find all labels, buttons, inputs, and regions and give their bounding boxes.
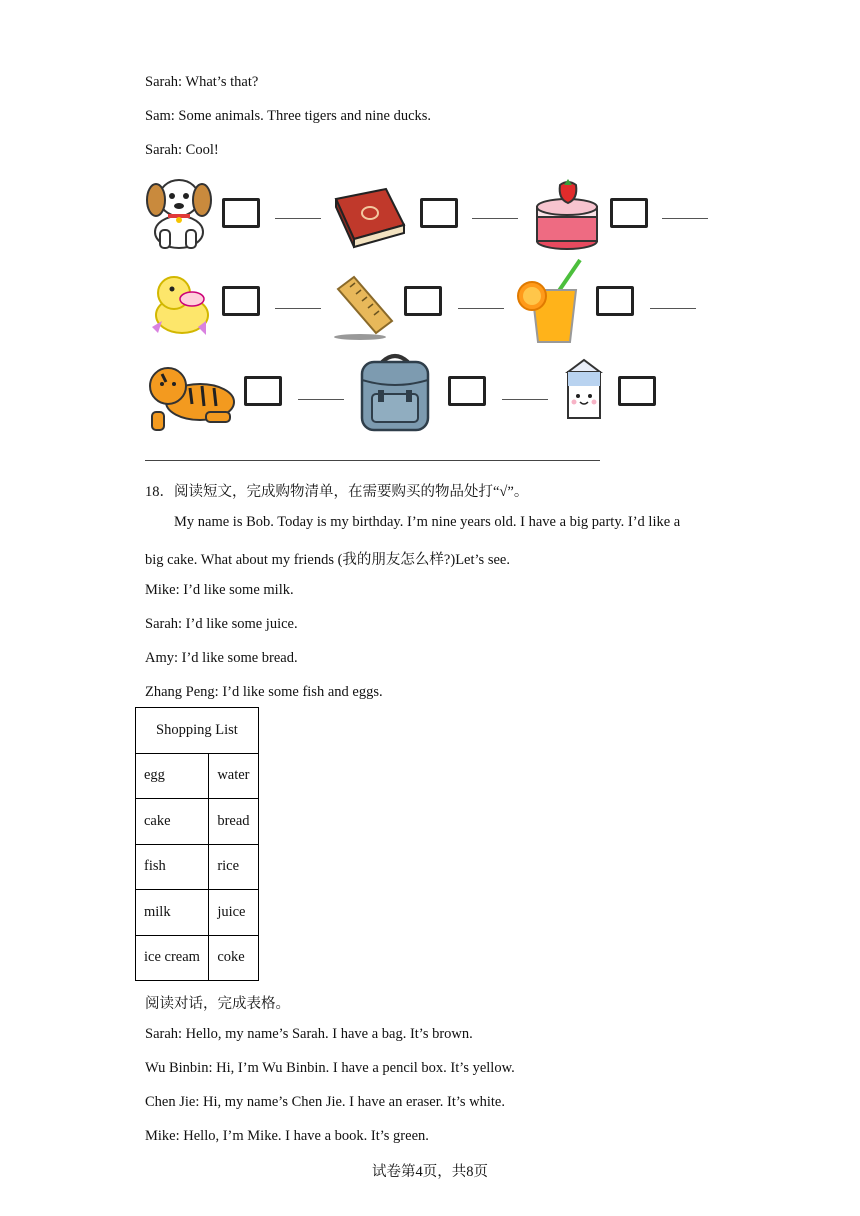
page-footer: 试卷第4页，共8页 — [372, 1164, 488, 1180]
ruler-image — [330, 266, 396, 346]
picture-row — [140, 170, 720, 260]
picture-row — [140, 258, 720, 348]
table-row — [136, 753, 259, 799]
answer-box[interactable] — [404, 286, 442, 316]
answer-blank[interactable] — [502, 399, 548, 400]
answer-box[interactable] — [222, 198, 260, 228]
shopping-list-table — [135, 707, 259, 981]
table-cell[interactable]: fish — [136, 844, 209, 890]
table-title: Shopping List — [136, 708, 259, 754]
answer-blank[interactable] — [458, 308, 504, 309]
juice-image — [514, 258, 586, 346]
dialogue-line: Chen Jie: Hi, my name’s Chen Jie. I have an eraser. It’s white. — [145, 1094, 505, 1110]
answer-blank[interactable] — [662, 218, 708, 219]
dialogue-line: Mike: Hello, I’m Mike. I have a book. It’s green. — [145, 1128, 429, 1144]
table-row — [136, 935, 259, 981]
paragraph-line: My name is Bob. Today is my birthday. I’m nine years old. I have a big party. I’d like a — [174, 514, 681, 530]
table-cell[interactable]: rice — [209, 844, 258, 890]
milk-image — [560, 358, 608, 422]
table-cell[interactable]: coke — [209, 935, 258, 981]
dialogue-line: Sarah: I’d like some juice. — [145, 616, 298, 632]
dialogue-line: Zhang Peng: I’d like some fish and eggs. — [145, 684, 383, 700]
duck-image — [142, 266, 216, 346]
picture-row — [140, 350, 720, 440]
dialogue-line: Mike: I’d like some milk. — [145, 582, 294, 598]
paragraph-line: big cake. What about my friends (我的朋友怎么样?)Let’s see. — [145, 552, 510, 568]
answer-blank[interactable] — [275, 218, 321, 219]
book-image — [330, 176, 408, 256]
table-cell[interactable]: juice — [209, 890, 258, 936]
table-row — [136, 799, 259, 845]
dog-image — [142, 170, 216, 250]
answer-blank[interactable] — [650, 308, 696, 309]
table-cell[interactable]: cake — [136, 799, 209, 845]
dialogue-line: Sarah: What’s that? — [145, 74, 259, 90]
table-cell[interactable]: milk — [136, 890, 209, 936]
table-row — [136, 844, 259, 890]
answer-box[interactable] — [222, 286, 260, 316]
answer-box[interactable] — [420, 198, 458, 228]
dialogue-line: Sarah: Cool! — [145, 142, 219, 158]
tiger-image — [144, 354, 238, 434]
dialogue-line: Sarah: Hello, my name’s Sarah. I have a bag. It’s brown. — [145, 1026, 473, 1042]
bag-image — [354, 350, 436, 434]
dialogue-line: Sam: Some animals. Three tigers and nine ducks. — [145, 108, 432, 124]
answer-blank[interactable] — [275, 308, 321, 309]
table-row — [136, 890, 259, 936]
answer-box[interactable] — [596, 286, 634, 316]
answer-box[interactable] — [618, 376, 656, 406]
section-instruction: 阅读对话，完成表格。 — [145, 996, 290, 1012]
answer-box[interactable] — [610, 198, 648, 228]
table-cell[interactable]: egg — [136, 753, 209, 799]
answer-blank[interactable] — [472, 218, 518, 219]
answer-blank[interactable] — [298, 399, 344, 400]
answer-box[interactable] — [244, 376, 282, 406]
answer-box[interactable] — [448, 376, 486, 406]
cake-image — [530, 174, 604, 254]
dialogue-line: Amy: I’d like some bread. — [145, 650, 298, 666]
divider — [145, 460, 600, 461]
table-cell[interactable]: ice cream — [136, 935, 209, 981]
table-cell[interactable]: bread — [209, 799, 258, 845]
question-instruction: 18．阅读短文，完成购物清单，在需要购买的物品处打“√”。 — [145, 484, 529, 500]
table-cell[interactable]: water — [209, 753, 258, 799]
dialogue-line: Wu Binbin: Hi, I’m Wu Binbin. I have a pencil box. It’s yellow. — [145, 1060, 515, 1076]
